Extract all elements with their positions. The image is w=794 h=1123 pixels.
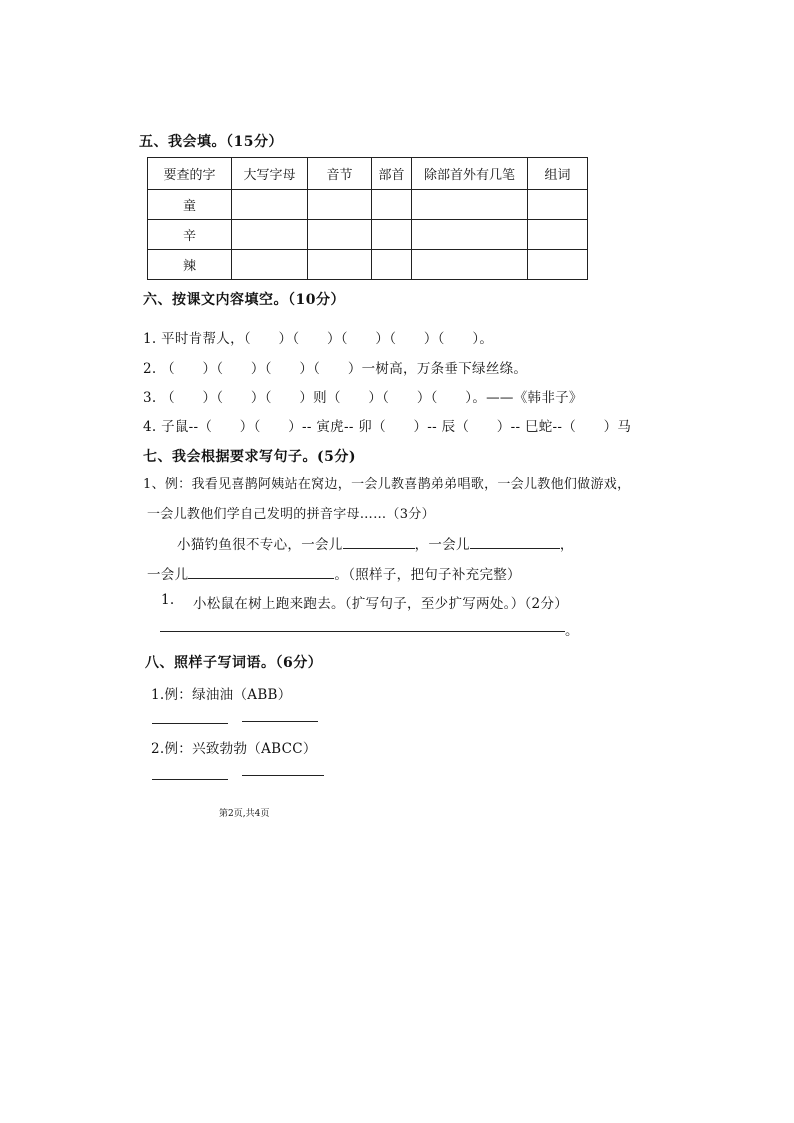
answer-blank[interactable]: [343, 536, 415, 549]
table-header: 要查的字: [148, 158, 232, 190]
answer-line[interactable]: [160, 631, 565, 632]
prompt-text: 一会儿: [147, 567, 189, 583]
table-cell-blank[interactable]: [412, 250, 528, 280]
table-header-row: [148, 158, 588, 190]
prompt-line-b: [147, 563, 521, 583]
example-line-1: 1、例：我看见喜鹊阿姨站在窝边，一会儿教喜鹊弟弟唱歌，一会儿教他们做游戏，: [143, 477, 631, 492]
word-example-2: 2.例：兴致勃勃（ABCC）: [151, 741, 317, 757]
prompt-text: ，一会儿: [414, 537, 470, 553]
table-cell-blank[interactable]: [412, 190, 528, 220]
word-example-1: 1.例：绿油油（ABB）: [151, 687, 292, 703]
table-cell-char: 童: [148, 190, 232, 220]
fill-line-4: 4. 子鼠--（ ）（ ）-- 寅虎-- 卯（ ）-- 辰（ ）-- 巳蛇--（ ）马: [143, 419, 632, 435]
section7-title: 七、我会根据要求写句子。(5分): [143, 449, 356, 465]
fill-line-2: 2. （ ）（ ）（ ）（ ）一树高，万条垂下绿丝绦。: [143, 361, 528, 377]
table-cell-blank[interactable]: [372, 220, 412, 250]
prompt-line-a: [177, 533, 574, 553]
table-cell-blank[interactable]: [412, 220, 528, 250]
table-header: 音节: [308, 158, 372, 190]
answer-line[interactable]: [152, 779, 228, 780]
prompt-text: 小猫钓鱼很不专心，一会儿: [177, 537, 343, 553]
fill-line-1: 1. 平时肯帮人，（ ）（ ）（ ）（ ）（ ）。: [143, 331, 494, 347]
page-number: 第2页,共4页: [219, 809, 270, 819]
example-line-2: 一会儿教他们学自己发明的拼音字母……（3分）: [147, 507, 435, 522]
table-cell-blank[interactable]: [232, 220, 308, 250]
table-header: 部首: [372, 158, 412, 190]
prompt-text: ，: [559, 537, 574, 553]
table-cell-blank[interactable]: [308, 250, 372, 280]
table-row: [148, 220, 588, 250]
table-cell-blank[interactable]: [308, 220, 372, 250]
section8-title: 八、照样子写词语。（6分）: [145, 655, 323, 671]
table-cell-blank[interactable]: [232, 250, 308, 280]
table-row: [148, 190, 588, 220]
table-header: 大写字母: [232, 158, 308, 190]
q2-number: 1.: [161, 592, 175, 608]
answer-blank[interactable]: [470, 536, 560, 549]
table-cell-blank[interactable]: [232, 190, 308, 220]
table-row: [148, 250, 588, 280]
table-cell-char: 辛: [148, 220, 232, 250]
table-cell-blank[interactable]: [528, 190, 588, 220]
q2-end: 。: [565, 623, 579, 639]
table-cell-char: 辣: [148, 250, 232, 280]
answer-line[interactable]: [242, 775, 324, 776]
table-cell-blank[interactable]: [372, 190, 412, 220]
table-cell-blank[interactable]: [528, 250, 588, 280]
table-header: 除部首外有几笔: [412, 158, 528, 190]
answer-line[interactable]: [242, 721, 318, 722]
answer-line[interactable]: [152, 723, 228, 724]
fill-in-table: [147, 157, 588, 280]
table-cell-blank[interactable]: [372, 250, 412, 280]
section6-title: 六、按课文内容填空。（10分）: [143, 292, 345, 308]
table-cell-blank[interactable]: [528, 220, 588, 250]
prompt-text: 。（照样子，把句子补充完整）: [334, 567, 521, 583]
fill-line-3: 3. （ ）（ ）（ ）则（ ）（ ）（ ）。——《韩非子》: [143, 390, 583, 406]
table-cell-blank[interactable]: [308, 190, 372, 220]
table-header: 组词: [528, 158, 588, 190]
section5-title: 五、我会填。（15分）: [139, 134, 283, 150]
answer-blank[interactable]: [188, 566, 334, 579]
q2-text: 小松鼠在树上跑来跑去。（扩写句子，至少扩写两处。）（2分）: [193, 596, 569, 612]
